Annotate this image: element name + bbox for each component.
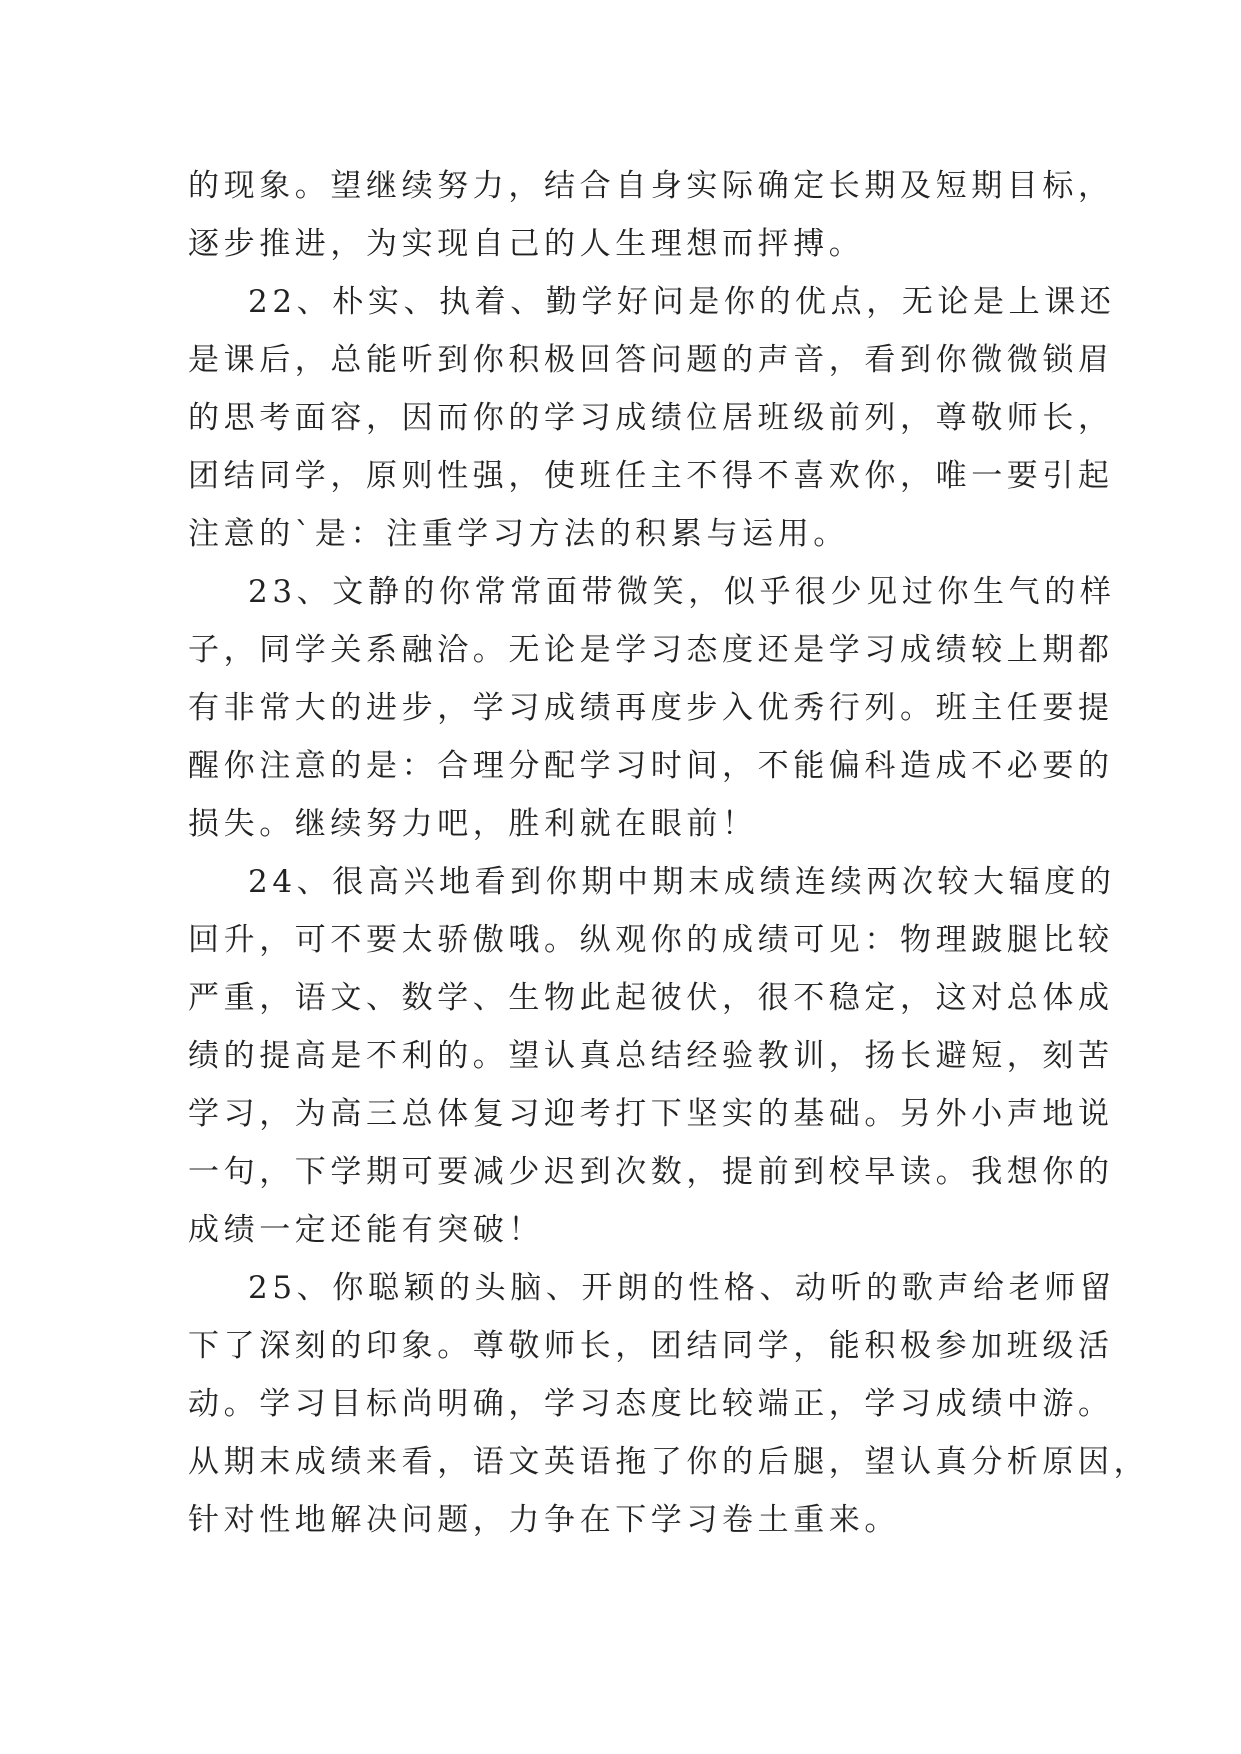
text-line: 成绩一定还能有突破！ [188,1212,544,1248]
paragraph-22-start: 22、朴实、执着、勤学好问是你的优点，无论是上课还 [248,284,1116,320]
text-line: 一句，下学期可要减少迟到次数，提前到校早读。我想你的 [188,1154,1114,1190]
text-line: 醒你注意的是：合理分配学习时间，不能偏科造成不必要的 [188,748,1114,784]
text-line: 的思考面容，因而你的学习成绩位居班级前列，尊敬师长， [188,400,1114,436]
text-line: 动。学习目标尚明确，学习态度比较端正，学习成绩中游。 [188,1386,1114,1422]
text-line: 有非常大的进步，学习成绩再度步入优秀行列。班主任要提 [188,690,1114,726]
paragraph-23-start: 23、文静的你常常面带微笑，似乎很少见过你生气的样 [248,574,1116,610]
text-line: 的现象。望继续努力，结合自身实际确定长期及短期目标， [188,168,1114,204]
text-line: 损失。继续努力吧，胜利就在眼前！ [188,806,758,842]
text-line: 学习，为高三总体复习迎考打下坚实的基础。另外小声地说 [188,1096,1114,1132]
text-line: 逐步推进，为实现自己的人生理想而抨搏。 [188,226,865,262]
text-line: 绩的提高是不利的。望认真总结经验教训，扬长避短，刻苦 [188,1038,1114,1074]
text-line: 回升，可不要太骄傲哦。纵观你的成绩可见：物理跛腿比较 [188,922,1114,958]
text-line: 是课后，总能听到你积极回答问题的声音，看到你微微锁眉 [188,342,1114,378]
text-line: 注意的`是：注重学习方法的积累与运用。 [188,516,849,552]
text-line: 子，同学关系融洽。无论是学习态度还是学习成绩较上期都 [188,632,1114,668]
text-line: 团结同学，原则性强，使班任主不得不喜欢你，唯一要引起 [188,458,1114,494]
text-line: 针对性地解决问题，力争在下学习卷土重来。 [188,1502,900,1538]
text-line: 严重，语文、数学、生物此起彼伏，很不稳定，这对总体成 [188,980,1114,1016]
paragraph-24-start: 24、很高兴地看到你期中期末成绩连续两次较大辐度的 [248,864,1116,900]
text-line: 从期末成绩来看，语文英语拖了你的后腿，望认真分析原因， [188,1444,1150,1480]
text-line: 下了深刻的印象。尊敬师长，团结同学，能积极参加班级活 [188,1328,1114,1364]
paragraph-25-start: 25、你聪颖的头脑、开朗的性格、动听的歌声给老师留 [248,1270,1116,1306]
